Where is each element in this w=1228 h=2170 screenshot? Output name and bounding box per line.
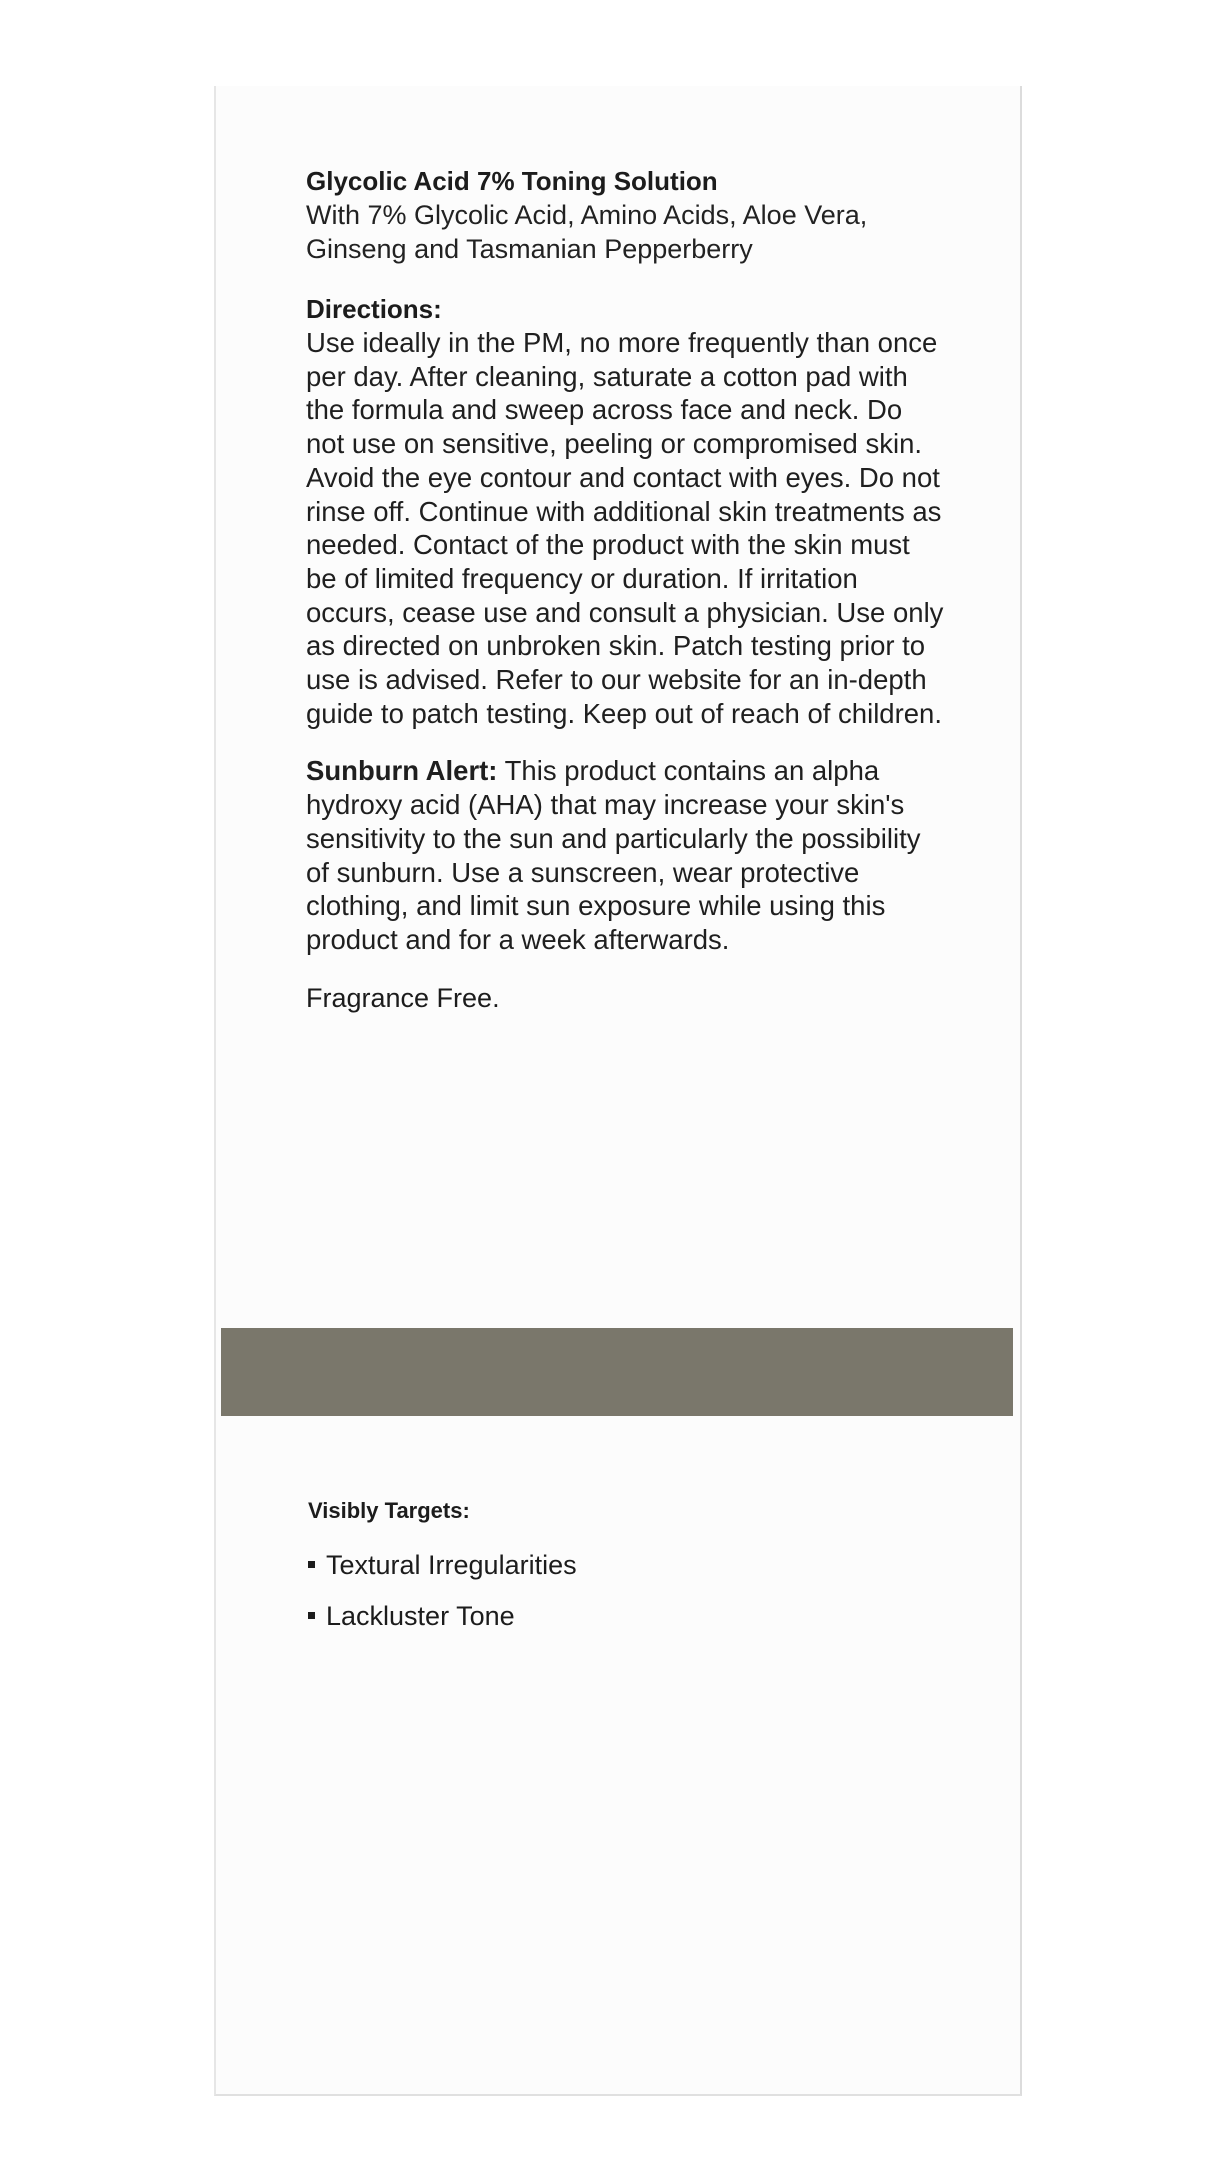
- directions-heading: Directions:: [306, 294, 442, 324]
- square-bullet-icon: [308, 1612, 315, 1619]
- directions-text: Use ideally in the PM, no more frequently than once per day. After cleaning, saturate a cotton pad with the formula and sweep across face and neck. Do not use on sensitive, peeling or compromised skin. Avoid the eye contour and contact with eyes. Do not rinse off. Continue with additional skin treatments as needed. Contact of the product with the skin must be of limited frequency or duration. If irritation occurs, cease use and consult a physician. Use only as directed on unbroken skin. Patch testing prior to use is advised. Refer to our website for an in-depth guide to patch testing. Keep out of reach of children.: [306, 327, 944, 729]
- sunburn-alert-label: Sunburn Alert:: [306, 755, 498, 787]
- color-band: [221, 1328, 1013, 1416]
- sunburn-alert: [306, 754, 946, 956]
- product-title: Glycolic Acid 7% Toning Solution: [306, 166, 718, 196]
- sunburn-alert-text: This product contains an alpha hydroxy acid (AHA) that may increase your skin's sensitivity to the sun and particularly the possibility of sunburn. Use a sunscreen, wear protective clothing, and limit sun exposure while using this product and for a week afterwards.: [306, 755, 921, 955]
- label-text-block: [306, 164, 946, 1015]
- square-bullet-icon: [308, 1561, 315, 1568]
- list-item: [308, 1548, 908, 1582]
- list-item: [308, 1599, 908, 1633]
- targets-block: [308, 1496, 908, 1650]
- targets-heading: Visibly Targets:: [308, 1498, 470, 1523]
- fragrance-note: Fragrance Free.: [306, 982, 500, 1013]
- targets-list: [308, 1548, 908, 1633]
- target-label: Lackluster Tone: [326, 1601, 515, 1631]
- target-label: Textural Irregularities: [326, 1550, 577, 1580]
- product-subtitle: With 7% Glycolic Acid, Amino Acids, Aloe Vera, Ginseng and Tasmanian Pepperberry: [306, 200, 868, 264]
